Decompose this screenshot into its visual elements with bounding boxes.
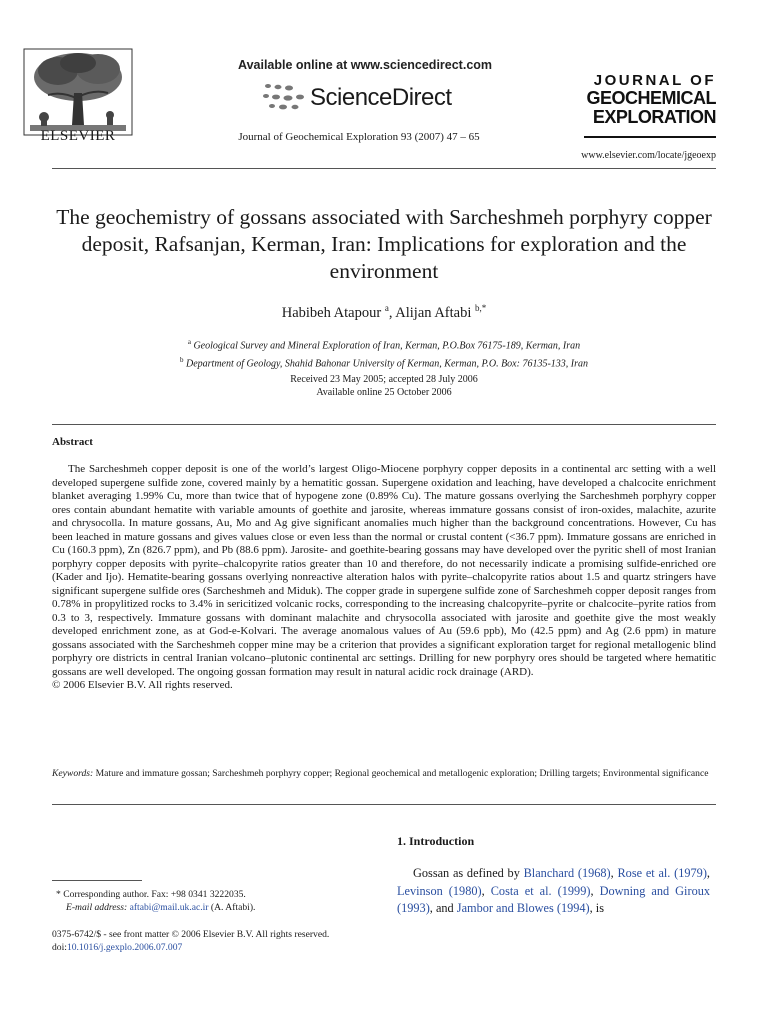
front-matter-notice: 0375-6742/$ - see front matter © 2006 Elsevier B.V. All rights reserved. (52, 929, 330, 940)
doi-line (52, 941, 392, 954)
affiliation-a (52, 335, 716, 353)
affiliation-text: Department of Geology, Shahid Bahonar University of Kerman, Kerman, P.O. Box: 76135-133, Iran (186, 358, 588, 370)
intro-text: , (610, 866, 618, 880)
author-affiliation-mark: a (384, 303, 389, 313)
affiliation-text: Geological Survey and Mineral Exploration of Iran, Kerman, P.O.Box 76175-189, Kerman, Iran (193, 340, 581, 352)
abstract-paragraph: The Sarcheshmeh copper deposit is one of the world’s largest Oligo-Miocene porphyry copper deposits in a continental arc setting with a well developed supergene sulfide zone, covered mainly by a hematitic gossan. Supergene oxidation and leaching, have developed a chalcocite enrichment blanket averaging 1.99% Cu, more than twice that of hypogene zone (0.89% Cu). The mature gossans overlying the Sarcheshmeh porphyry copper ores contain abundant hematite with variable amounts of goethite and jarosite, whereas immature gossans consist of iron-oxides, malachite, azurite and chrysocolla. In mature gossans, Au, Mo and Ag give significant anomalies much higher than the background concentrations. However, Cu has been leached in mature gossans and gives values close or even less than the normal or crustal content (<36.7 ppm). Immature gossans are enriched in Cu (160.3 ppm), Zn (826.7 ppm), and Pb (88.6 ppm). Jarosite- and goethite-bearing gossans may have developed over the pyritic shell of most Iranian porphyry copper deposits with pyrite–chalcopyrite ratios greater than 10 and therefore, do not necessarily indicate a promising sulfide-enriched ore (Kader and Ijo). Hematite-bearing gossans overlying nonreactive alteration halos with pyrite–chalcopyrite ratios about 1.5 and quartz stringers have significant supergene sulfide ores (Sarcheshmeh and Miduk). The copper grade in supergene sulfide zone of Sarcheshmeh copper deposit ranges from 0.78% in propylitized rocks to 3.4% in sericitized volcanic rocks, corresponding to the increasing chalcopyrite–pyrite or chalcocite–pyrite ratios from 0.3 to 3, respectively. Immature gossans with dominant malachite and chrysocolla associated with jarosite and goethite give the most weakly developed enrichment zone, as at God-e-Kolvari. The average anomalous values of Au (59.6 ppb), Mo (42.5 ppm) and Ag (2.6 ppm) in mature gossans associated with the Sarcheshmeh copper mine may be a criterion that provides a significant exploration target for regional metallogenic blind porphyry ore districts in central Iranian volcano–plutonic continental arc settings. Drilling for new porphyry ores should be targeted where hematitic gossans are well developed. The ongoing gossan formation may result in natural acidic rock drainage (ARD). (52, 463, 716, 678)
received-accepted-dates: Received 23 May 2005; accepted 28 July 2006 (290, 374, 478, 385)
journal-title-line3: EXPLORATION (592, 107, 716, 127)
article-title: The geochemistry of gossans associated with Sarcheshmeh porphyry copper deposit, Rafsanjan, Kerman, Iran: Implications for exploration and the environment (56, 205, 712, 283)
abstract-heading: Abstract (52, 436, 93, 448)
intro-text: Gossan as defined by (413, 866, 524, 880)
corresponding-author: * Corresponding author. Fax: +98 0341 3222035. (56, 889, 246, 900)
citation-link[interactable]: Blanchard (1968) (523, 866, 611, 880)
doi-label: doi: (52, 942, 67, 953)
email-suffix: (A. Aftabi). (208, 902, 256, 913)
introduction-body (397, 865, 710, 918)
citation-link[interactable]: Downing and Giroux (1993) (397, 883, 711, 915)
author-list (52, 303, 716, 322)
email-label: E-mail address: (66, 902, 128, 913)
journal-title-block (584, 72, 716, 127)
journal-url-link[interactable]: www.elsevier.com/locate/jgeoexp (581, 150, 716, 161)
keywords-label: Keywords: (52, 768, 94, 779)
keywords (52, 768, 716, 781)
affiliation-mark: a (187, 338, 191, 346)
footnote-divider (52, 880, 142, 881)
online-date: Available online 25 October 2006 (316, 387, 452, 398)
abstract-copyright: © 2006 Elsevier B.V. All rights reserved. (52, 679, 233, 691)
journal-citation: Journal of Geochemical Exploration 93 (2007) 47 – 65 (238, 131, 480, 143)
journal-title-line2: GEOCHEMICAL (586, 88, 716, 108)
author-name: Habibeh Atapour (281, 304, 382, 321)
citation-link[interactable]: Costa et al. (1999) (490, 883, 591, 898)
email-link[interactable]: aftabi@mail.uk.ac.ir (129, 902, 209, 913)
affiliations (52, 335, 716, 372)
journal-title-rule (584, 136, 716, 138)
intro-text: , is (589, 901, 604, 915)
author-separator: , (388, 304, 396, 321)
citation-link[interactable]: Rose et al. (1979) (617, 866, 707, 880)
affiliation-mark: b (180, 356, 184, 365)
abstract-top-divider (52, 424, 716, 425)
intro-text: , and (429, 901, 457, 915)
citation-link[interactable]: Jambor and Blowes (1994) (456, 901, 590, 915)
journal-title-line1: JOURNAL OF (593, 72, 716, 89)
author-affiliation-mark[interactable]: b,* (475, 303, 487, 313)
front-matter-info (52, 928, 392, 954)
header-divider (52, 168, 716, 169)
abstract-body (52, 463, 716, 693)
doi-link[interactable]: 10.1016/j.gexplo.2006.07.007 (66, 942, 183, 953)
author-name: Alijan Aftabi (395, 304, 472, 321)
introduction-paragraph (397, 865, 710, 918)
section-heading-introduction: 1. Introduction (397, 834, 475, 848)
sciencedirect-wordmark: ScienceDirect (310, 84, 452, 111)
article-history (52, 373, 716, 399)
citation-link[interactable]: Levinson (1980) (397, 883, 482, 898)
intro-text: , (706, 866, 710, 880)
availability-notice[interactable]: Available online at www.sciencedirect.com (238, 58, 493, 72)
abstract-bottom-divider (52, 804, 716, 805)
intro-text: , (590, 883, 600, 898)
keywords-text: Mature and immature gossan; Sarcheshmeh porphyry copper; Regional geochemical and metallogenic exploration; Drilling targets; Environmental significance (93, 768, 709, 779)
affiliation-b (52, 353, 716, 371)
email-line (56, 901, 356, 914)
elsevier-wordmark: ELSEVIER (40, 128, 116, 144)
intro-text: , (481, 883, 491, 898)
corresponding-author-footnote (56, 888, 356, 914)
